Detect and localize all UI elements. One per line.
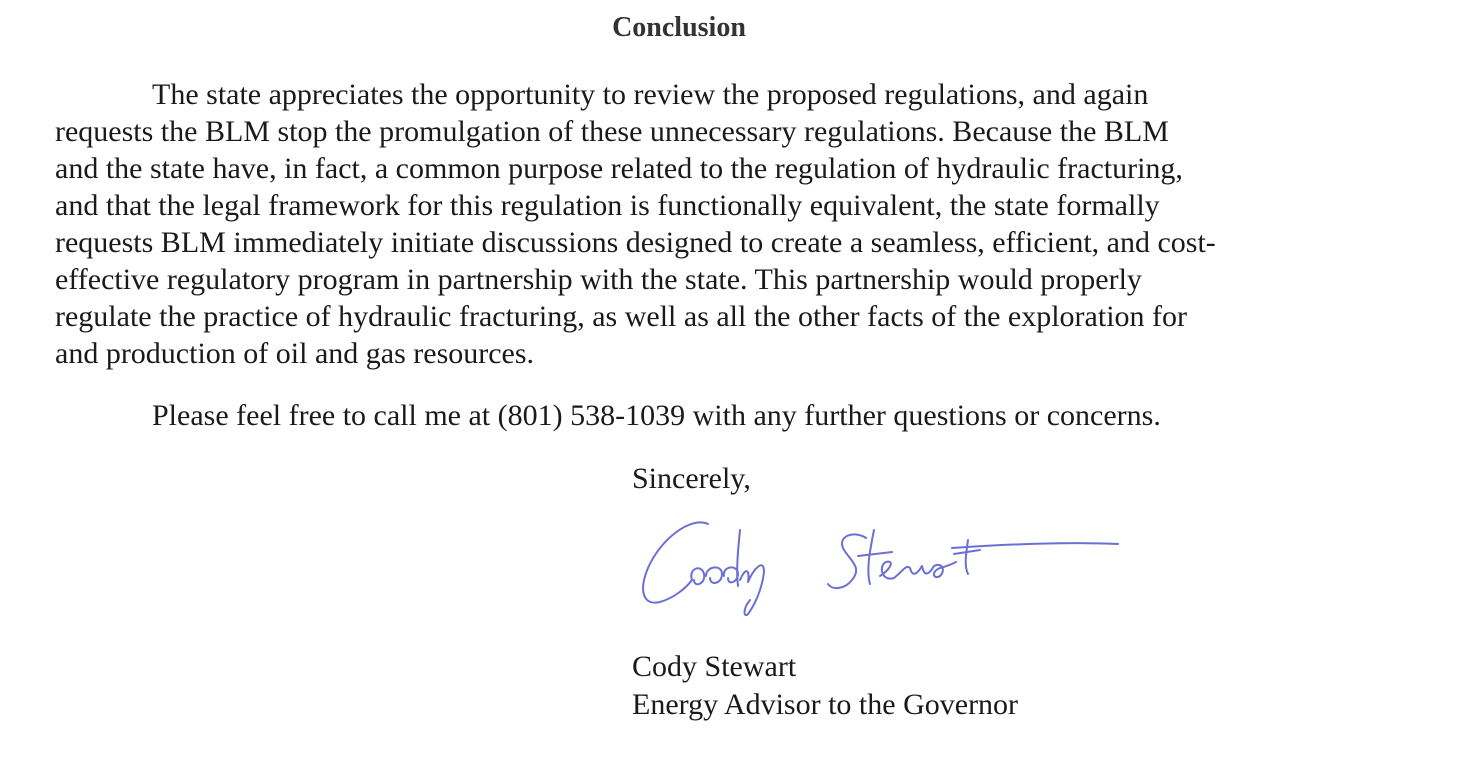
paragraph-line: requests BLM immediately initiate discussions designed to create a seamless, efficient, and cost- [55, 226, 1216, 259]
signer-title: Energy Advisor to the Governor [632, 688, 1019, 721]
contact-line: Please feel free to call me at (801) 538-1039 with any further questions or concerns. [152, 399, 1161, 432]
paragraph-line: and that the legal framework for this regulation is functionally equivalent, the state formally [55, 189, 1160, 222]
paragraph-line: and the state have, in fact, a common purpose related to the regulation of hydraulic fracturing, [55, 152, 1183, 185]
paragraph-line: regulate the practice of hydraulic fracturing, as well as all the other facts of the exploration for [55, 300, 1188, 333]
paragraph-line: requests the BLM stop the promulgation of these unnecessary regulations. Because the BLM [55, 115, 1169, 148]
paragraph-line: effective regulatory program in partnership with the state. This partnership would properly [55, 263, 1142, 296]
closing-salutation: Sincerely, [632, 462, 751, 495]
section-heading: Conclusion [612, 12, 746, 43]
handwritten-signature [630, 510, 1130, 620]
paragraph-line: and production of oil and gas resources. [55, 337, 535, 370]
signer-name: Cody Stewart [632, 650, 797, 683]
paragraph-line: The state appreciates the opportunity to review the proposed regulations, and again [152, 78, 1149, 111]
